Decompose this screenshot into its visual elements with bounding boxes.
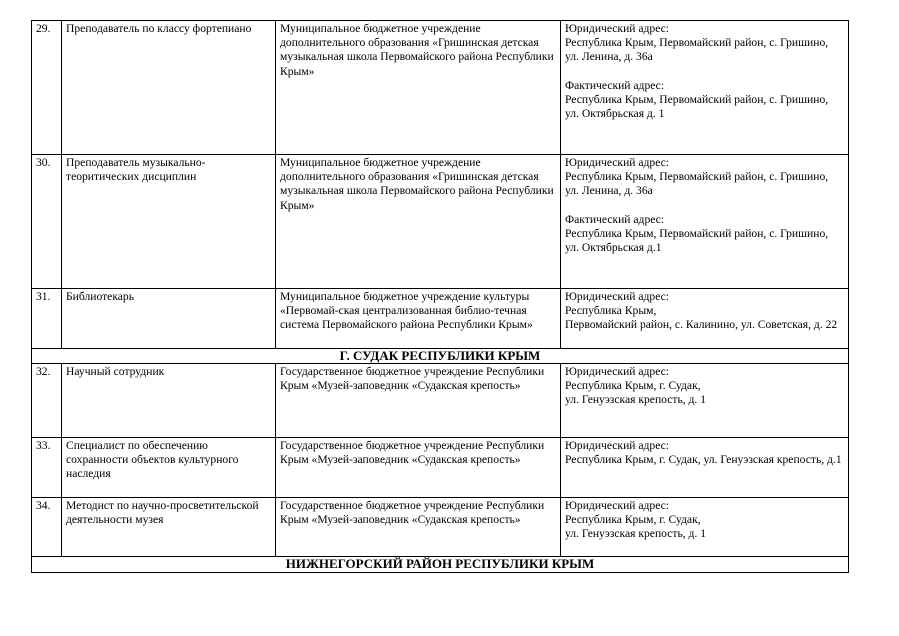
row-number: 29. xyxy=(32,21,62,155)
organization-cell: Государственное бюджетное учреждение Республики Крым «Музей-заповедник «Судакская крепость» xyxy=(276,438,561,498)
organization-cell: Государственное бюджетное учреждение Республики Крым «Музей-заповедник «Судакская крепость» xyxy=(276,498,561,557)
row-number: 32. xyxy=(32,364,62,438)
address-line: Республика Крым, г. Судак, xyxy=(565,513,701,527)
row-number: 30. xyxy=(32,155,62,289)
address-line: Юридический адрес: xyxy=(565,365,670,378)
address-cell xyxy=(561,21,849,155)
address-line: Юридический адрес: xyxy=(565,22,670,35)
address-line: Республика Крым, Первомайский район, с. Гришино, ул. Октябрьская д.1 xyxy=(565,226,829,255)
address-line: ул. Генуэзская крепость, д. 1 xyxy=(565,527,707,541)
table-row xyxy=(32,364,849,438)
table-row xyxy=(32,438,849,498)
section-row xyxy=(32,557,849,573)
address-line: Фактический адрес: xyxy=(565,78,665,92)
position-cell: Методист по научно-просветительской деятельности музея xyxy=(62,498,276,557)
position-cell: Научный сотрудник xyxy=(62,364,276,438)
organization-cell: Государственное бюджетное учреждение Республики Крым «Музей-заповедник «Судакская крепость» xyxy=(276,364,561,438)
table-row xyxy=(32,498,849,557)
table-row xyxy=(32,21,849,155)
address-line: ул. Ленина, д. 36а xyxy=(565,184,653,198)
section-heading: НИЖНЕГОРСКИЙ РАЙОН РЕСПУБЛИКИ КРЫМ xyxy=(32,557,849,573)
position-cell: Библиотекарь xyxy=(62,289,276,349)
section-row xyxy=(32,349,849,364)
position-cell: Преподаватель музыкально-теоритических дисциплин xyxy=(62,155,276,289)
address-cell xyxy=(561,364,849,438)
organization-cell: Муниципальное бюджетное учреждение культуры «Первомай-ская централизованная библио-течная система Первомайского района Республики Крым» xyxy=(276,289,561,349)
address-line: Республика Крым, xyxy=(565,304,657,318)
address-line: Юридический адрес: xyxy=(565,499,670,512)
address-line: Юридический адрес: xyxy=(565,439,670,452)
address-line: Республика Крым, г. Судак, ул. Генуэзская крепость, д.1 xyxy=(565,453,842,467)
address-line: ул. Ленина, д. 36а xyxy=(565,50,653,64)
address-line: Юридический адрес: xyxy=(565,156,670,169)
address-line: ул. Генуэзская крепость, д. 1 xyxy=(565,393,707,407)
address-cell xyxy=(561,289,849,349)
address-line: Первомайский район, с. Калинино, ул. Советская, д. 22 xyxy=(565,318,838,332)
address-spacer xyxy=(565,199,844,213)
address-line: Республика Крым, Первомайский район, с. Гришино, xyxy=(565,36,829,50)
section-heading: Г. СУДАК РЕСПУБЛИКИ КРЫМ xyxy=(32,349,849,364)
address-spacer xyxy=(565,65,844,79)
address-line: Юридический адрес: xyxy=(565,290,670,303)
address-cell xyxy=(561,438,849,498)
address-line: Фактический адрес: xyxy=(565,212,665,226)
organization-cell: Муниципальное бюджетное учреждение дополнительного образования «Гришинская детская музыкальная школа Первомайского района Республики Крым» xyxy=(276,155,561,289)
address-line: Республика Крым, г. Судак, xyxy=(565,379,701,393)
row-number: 31. xyxy=(32,289,62,349)
address-line: Республика Крым, Первомайский район, с. Гришино, xyxy=(565,170,829,184)
position-cell: Специалист по обеспечению сохранности объектов культурного наследия xyxy=(62,438,276,498)
row-number: 34. xyxy=(32,498,62,557)
row-number: 33. xyxy=(32,438,62,498)
table-row xyxy=(32,289,849,349)
vacancy-table xyxy=(31,20,849,573)
address-cell xyxy=(561,498,849,557)
position-cell: Преподаватель по классу фортепиано xyxy=(62,21,276,155)
table-row xyxy=(32,155,849,289)
organization-cell: Муниципальное бюджетное учреждение дополнительного образования «Гришинская детская музыкальная школа Первомайского района Республики Крым» xyxy=(276,21,561,155)
address-line: Республика Крым, Первомайский район, с. Гришино, ул. Октябрьская д. 1 xyxy=(565,92,829,121)
address-cell xyxy=(561,155,849,289)
